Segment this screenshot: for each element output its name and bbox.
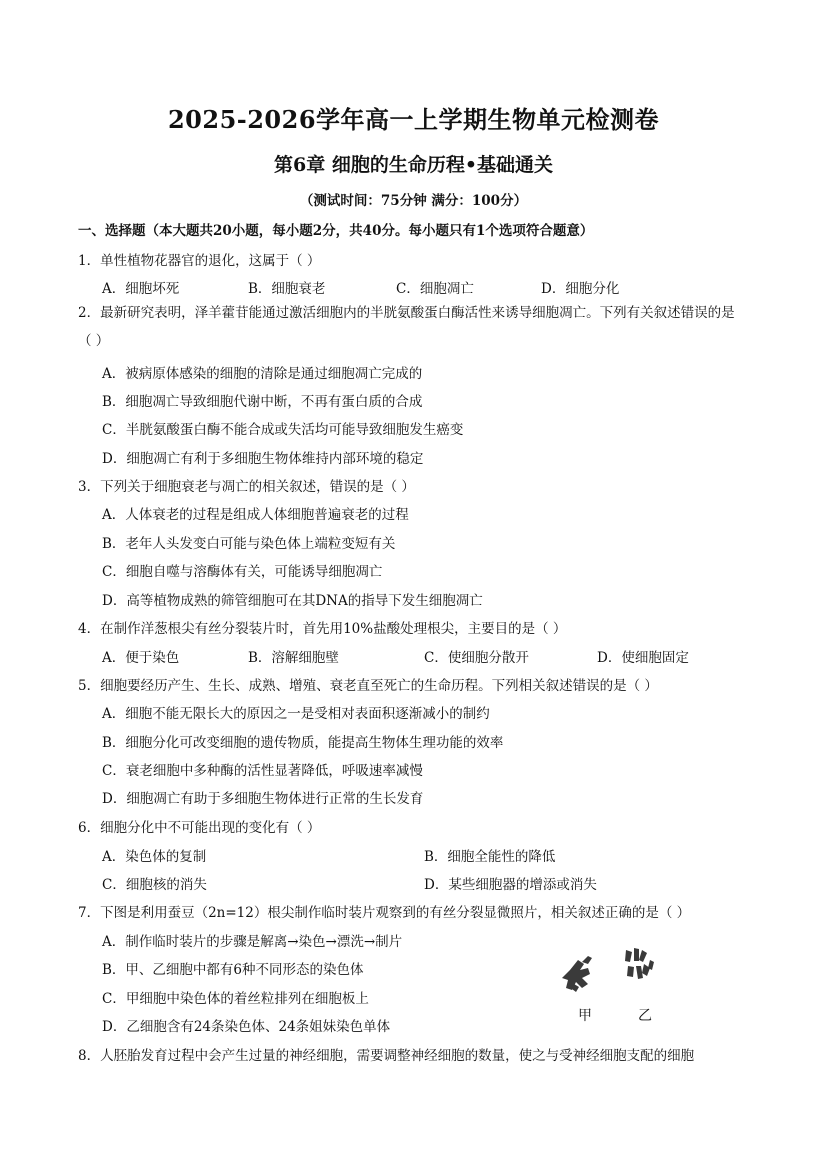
question-4-option-a: A．便于染色 <box>102 650 180 666</box>
question-7-option-c: C．甲细胞中染色体的着丝粒排列在细胞板上 <box>102 991 369 1007</box>
question-2-option-d: D．细胞凋亡有利于多细胞生物体维持内部环境的稳定 <box>102 451 424 467</box>
question-4-option-b: B．溶解细胞壁 <box>248 650 339 666</box>
question-3-option-c: C．细胞自噬与溶酶体有关，可能诱导细胞凋亡 <box>102 564 383 580</box>
question-7-option-a: A．制作临时装片的步骤是解离→染色→漂洗→制片 <box>102 934 403 950</box>
question-6-option-b: B．细胞全能性的降低 <box>424 849 556 865</box>
question-2-stem: 2．最新研究表明，泽羊藿苷能通过激活细胞内的半胱氨酸蛋白酶活性来诱导细胞凋亡。下列有关叙述错误的是（ ） <box>78 305 735 349</box>
figure-label-yi: 乙 <box>638 1008 652 1024</box>
question-7-option-d: D．乙细胞含有24条染色体、24条姐妹染色单体 <box>102 1019 391 1035</box>
question-6-option-c: C．细胞核的消失 <box>102 877 207 893</box>
question-2-option-a: A．被病原体感染的细胞的清除是通过细胞凋亡完成的 <box>102 366 423 382</box>
question-1-stem: 1．单性植物花器官的退化，这属于（ ） <box>78 253 321 269</box>
question-6-stem: 6．细胞分化中不可能出现的变化有（ ） <box>78 820 321 836</box>
question-7-stem: 7．下图是利用蚕豆（2n=12）根尖制作临时装片观察到的有丝分裂显微照片，相关叙述正确的是（ ） <box>78 905 691 921</box>
question-4-option-d: D．使细胞固定 <box>597 650 689 666</box>
question-4-option-c: C．使细胞分散开 <box>424 650 529 666</box>
cell-yi-chromosomes <box>625 948 654 979</box>
question-1-option-b: B．细胞衰老 <box>248 281 326 297</box>
question-5-option-a: A．细胞不能无限长大的原因之一是受相对表面积逐渐减小的制约 <box>102 706 490 722</box>
question-5-option-c: C．衰老细胞中多种酶的活性显著降低，呼吸速率减慢 <box>102 763 423 779</box>
question-5-option-d: D．细胞凋亡有助于多细胞生物体进行正常的生长发育 <box>102 791 424 807</box>
question-7-option-b: B．甲、乙细胞中都有6种不同形态的染色体 <box>102 962 364 978</box>
question-8-stem: 8．人胚胎发育过程中会产生过量的神经细胞，需要调整神经细胞的数量，使之与受神经细胞支配的细胞 <box>78 1048 695 1064</box>
question-1-option-d: D．细胞分化 <box>541 281 620 297</box>
question-3-option-d: D．高等植物成熟的筛管细胞可在其DNA的指导下发生细胞凋亡 <box>102 593 483 609</box>
question-5-option-b: B．细胞分化可改变细胞的遗传物质，能提高生物体生理功能的效率 <box>102 735 504 751</box>
question-4-stem: 4．在制作洋葱根尖有丝分裂装片时，首先用10%盐酸处理根尖，主要目的是（ ） <box>78 621 567 637</box>
chapter-subtitle: 第6章 细胞的生命历程•基础通关 <box>274 154 553 176</box>
page-title: 2025-2026学年高一上学期生物单元检测卷 <box>167 105 660 134</box>
question-5-stem: 5．细胞要经历产生、生长、成熟、增殖、衰老直至死亡的生命历程。下列相关叙述错误的是（ ） <box>78 678 658 694</box>
question-2-option-c: C．半胱氨酸蛋白酶不能合成或失活均可能导致细胞发生癌变 <box>102 422 464 438</box>
section-heading: 一、选择题（本大题共20小题，每小题2分，共40分。每小题只有1个选项符合题意） <box>78 223 594 239</box>
question-3-option-a: A．人体衰老的过程是组成人体细胞普遍衰老的过程 <box>102 507 409 523</box>
question-3-stem: 3．下列关于细胞衰老与凋亡的相关叙述，错误的是（ ） <box>78 479 415 495</box>
question-6-option-d: D．某些细胞器的增添或消失 <box>424 877 597 893</box>
figure-label-jia: 甲 <box>578 1008 592 1024</box>
question-1-option-a: A．细胞坏死 <box>102 281 180 297</box>
cell-jia-chromosomes <box>562 956 592 992</box>
time-score-info: （测试时间：75分钟 满分：100分） <box>299 193 528 209</box>
question-3-option-b: B．老年人头发变白可能与染色体上端粒变短有关 <box>102 536 396 552</box>
question-6-option-a: A．染色体的复制 <box>102 849 207 865</box>
question-2-option-b: B．细胞凋亡导致细胞代谢中断，不再有蛋白质的合成 <box>102 394 423 410</box>
question-1-option-c: C．细胞凋亡 <box>396 281 474 297</box>
